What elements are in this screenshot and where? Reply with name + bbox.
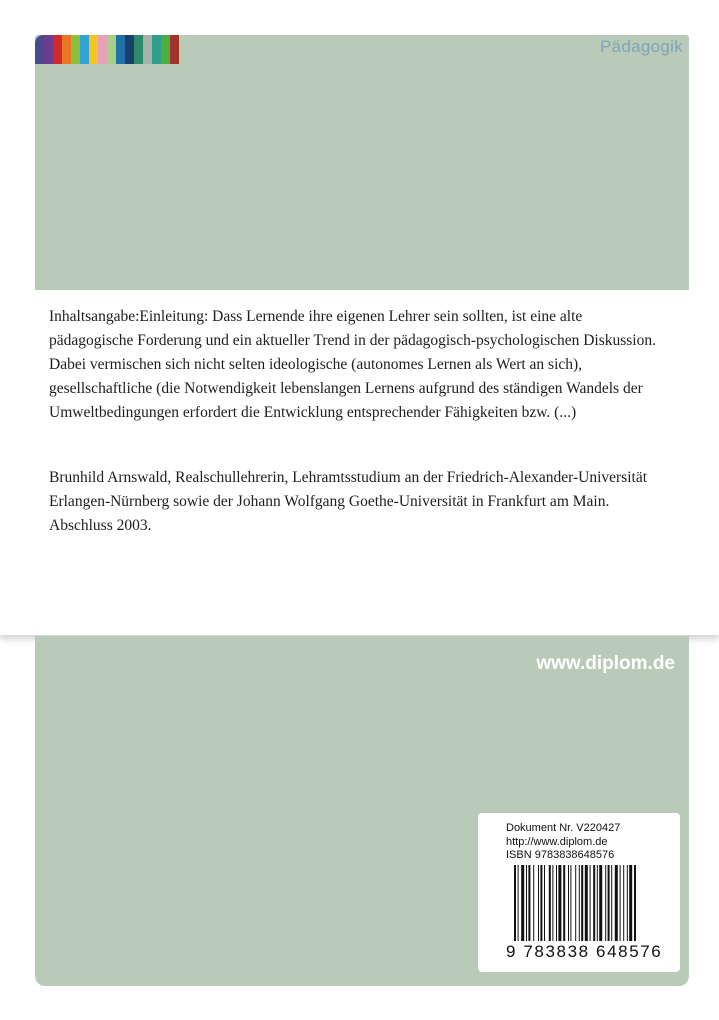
barcode bbox=[514, 865, 674, 943]
color-stripe bbox=[107, 35, 116, 64]
color-stripe bbox=[143, 35, 152, 64]
color-stripe bbox=[89, 35, 98, 64]
barcode-bar bbox=[544, 865, 545, 941]
barcode-bar bbox=[526, 865, 527, 941]
barcode-bar bbox=[518, 865, 519, 941]
barcode-bar bbox=[627, 865, 628, 941]
document-url: http://www.diplom.de bbox=[506, 835, 608, 848]
barcode-bar bbox=[599, 865, 602, 941]
barcode-bar bbox=[540, 865, 542, 941]
barcode-bar bbox=[575, 865, 576, 941]
barcode-bar bbox=[634, 865, 636, 941]
color-stripe bbox=[44, 35, 53, 64]
barcode-bar bbox=[608, 865, 610, 941]
barcode-bar bbox=[556, 865, 557, 941]
barcode-bar bbox=[521, 865, 524, 941]
barcode-bar bbox=[558, 865, 561, 941]
author-bio: Brunhild Arnswald, Realschullehrerin, Lehramtsstudium an der Friedrich-Alexander-Universität Erlangen-Nürnberg sowie der Johann Wolfgang Goethe-Universität in Frankfurt am Main. Abschluss 2003. bbox=[49, 469, 647, 534]
barcode-bar bbox=[514, 865, 516, 941]
color-stripes bbox=[35, 35, 179, 64]
publisher-url: www.diplom.de bbox=[536, 653, 675, 674]
barcode-bar bbox=[611, 865, 612, 941]
barcode-bar bbox=[593, 865, 595, 941]
color-stripe bbox=[125, 35, 134, 64]
barcode-bar bbox=[549, 865, 551, 941]
text-block bbox=[0, 290, 719, 635]
color-stripe bbox=[116, 35, 125, 64]
color-stripe bbox=[53, 35, 62, 64]
barcode-bar bbox=[533, 865, 534, 941]
color-stripe bbox=[134, 35, 143, 64]
document-number: Dokument Nr. V220427 bbox=[506, 822, 621, 834]
barcode-bar bbox=[605, 865, 606, 941]
color-stripe bbox=[152, 35, 161, 64]
barcode-bar bbox=[590, 865, 591, 941]
barcode-bar bbox=[629, 865, 632, 941]
barcode-bar bbox=[581, 865, 583, 941]
barcode-bar bbox=[615, 865, 618, 941]
color-stripe bbox=[62, 35, 71, 64]
color-stripe bbox=[71, 35, 80, 64]
color-stripe bbox=[35, 35, 44, 64]
barcode-bar bbox=[597, 865, 598, 941]
barcode-bar bbox=[579, 865, 580, 941]
color-stripe bbox=[80, 35, 89, 64]
color-stripe bbox=[170, 35, 179, 64]
barcode-bar bbox=[563, 865, 565, 941]
isbn-text: ISBN 9783838648576 bbox=[506, 849, 615, 861]
category-label: Pädagogik bbox=[599, 37, 683, 56]
color-stripe bbox=[98, 35, 107, 64]
barcode-bar bbox=[620, 865, 621, 941]
barcode-number: 9 783838 648576 bbox=[506, 942, 663, 961]
barcode-bar bbox=[623, 865, 624, 941]
barcode-bar bbox=[538, 865, 539, 941]
barcode-bar bbox=[528, 865, 530, 941]
barcode-bar bbox=[552, 865, 553, 941]
color-stripe bbox=[161, 35, 170, 64]
barcode-bar bbox=[585, 865, 588, 941]
barcode-bar bbox=[570, 865, 571, 941]
abstract-text: Inhaltsangabe:Einleitung: Dass Lernende ihre eigenen Lehrer sein sollten, ist eine alte pädagogische Forderung und ein aktueller Trend in der pädagogisch-psychologischen Diskussion. Dabei vermischen sich nicht selten ideologische (autonomes Lernen als Wert an sich), gesellschaftliche (die Notwendigkeit lebenslangen Lernens aufgrund des ständigen Wandels der Umweltbedingungen erfordert die Entwicklung entsprechender Fähigkeiten bzw. (...) bbox=[49, 308, 656, 421]
isbn-box bbox=[478, 813, 680, 972]
barcode-bar bbox=[568, 865, 569, 941]
cover-top-panel bbox=[35, 35, 689, 290]
